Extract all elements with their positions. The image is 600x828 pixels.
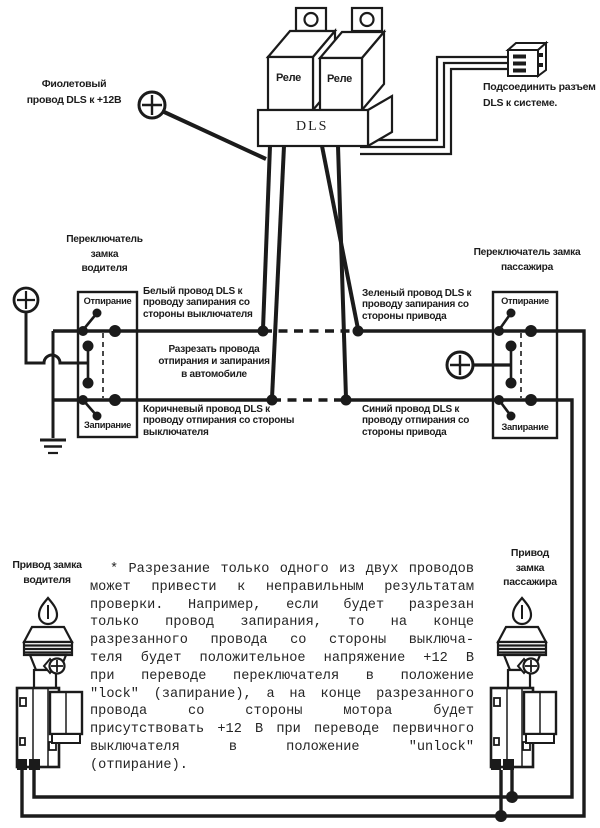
footnote-line: * Разрезание только одного из двух проводов bbox=[110, 562, 474, 577]
label-line: стороны привода bbox=[362, 310, 447, 322]
white-wire-label bbox=[143, 286, 253, 320]
dls-base-label: DLS bbox=[296, 119, 329, 134]
footnote-line: проверки. Например, если будет разрезан bbox=[90, 597, 474, 613]
label-line: проводу отпирания со стороны bbox=[143, 415, 295, 427]
label-line: Зеленый провод DLS к bbox=[362, 288, 472, 299]
violet-plus-terminal-icon bbox=[139, 92, 165, 118]
footnote-line: (отпирание). bbox=[90, 757, 188, 773]
passenger-unlock-label: Отпирание bbox=[501, 296, 549, 306]
label-line: замка bbox=[90, 248, 119, 260]
passenger-actuator-drawing bbox=[491, 598, 556, 770]
passenger-actuator-stubs bbox=[501, 770, 512, 816]
label-line: проводу запирания со bbox=[143, 297, 250, 309]
label-line: Переключатель замка bbox=[473, 247, 581, 258]
white-wire bbox=[263, 146, 270, 329]
label-line: Коричневый провод DLS к bbox=[143, 404, 270, 415]
footnote-line: провода со стороны мотора будет bbox=[90, 704, 474, 720]
passenger-switch-title bbox=[462, 246, 592, 275]
footnote-line: теля будет положительное напряжение +12 В bbox=[90, 650, 474, 666]
ground-icon bbox=[40, 331, 66, 453]
footnote-line: разрезанного провода со стороны выключа- bbox=[90, 633, 474, 649]
label-line: Фиолетовый bbox=[41, 78, 107, 90]
label-line: проводу отпирания со bbox=[362, 415, 470, 427]
relay2-label: Реле bbox=[327, 73, 352, 85]
label-line: замка bbox=[515, 561, 545, 574]
green-wire-label bbox=[362, 288, 471, 322]
label-line: пассажира bbox=[503, 576, 557, 588]
footnote-line: "lock" (запирание), а на конце разрезанного bbox=[90, 686, 474, 702]
relay-mounting-tab-icon bbox=[296, 8, 382, 31]
driver-lock-label: Запирание bbox=[84, 420, 131, 430]
footnote-line: только провод запирания, то на конце bbox=[90, 615, 474, 631]
white-wire-junction bbox=[258, 326, 269, 337]
violet-wire bbox=[162, 111, 266, 159]
label-line: Переключатель bbox=[66, 234, 143, 245]
label-line: в автомобиле bbox=[181, 368, 247, 380]
label-line: выключателя bbox=[143, 426, 209, 438]
footnote-line: выключателя в положение "unlock" bbox=[90, 739, 474, 755]
cut-wires-label bbox=[150, 344, 278, 381]
label-line: Синий провод DLS к bbox=[362, 404, 460, 415]
label-line: Подсоединить разъем bbox=[483, 81, 596, 93]
passenger-actuator-label bbox=[490, 546, 570, 590]
relay1-label: Реле bbox=[276, 72, 301, 84]
label-line: Привод bbox=[510, 547, 550, 559]
footnote-line: присутствовать +12 В при переводе первичного bbox=[90, 722, 474, 738]
label-line: Привод замка bbox=[12, 559, 82, 571]
green-wire-junction bbox=[353, 326, 364, 337]
connector-label bbox=[483, 80, 596, 111]
label-line: Разрезать провода bbox=[168, 344, 260, 355]
label-line: DLS к системе. bbox=[483, 96, 558, 109]
blue-wire-label bbox=[362, 404, 469, 438]
label-line: отпирания и запирания bbox=[158, 356, 270, 368]
footnote bbox=[90, 561, 474, 775]
blue-wire-junction bbox=[341, 395, 352, 406]
label-line: стороны привода bbox=[362, 426, 447, 438]
label-line: пассажира bbox=[500, 261, 554, 273]
footnote-line: может привести к неправильным результатам bbox=[90, 579, 474, 595]
label-line: провод DLS к +12В bbox=[26, 94, 122, 106]
label-line: стороны выключателя bbox=[143, 308, 253, 320]
label-line: водителя bbox=[23, 573, 71, 586]
driver-switch-title bbox=[52, 233, 157, 277]
driver-actuator-label bbox=[2, 558, 92, 587]
label-line: проводу запирания со bbox=[362, 299, 469, 311]
driver-actuator-drawing bbox=[17, 598, 82, 770]
brown-wire-label bbox=[143, 404, 294, 438]
passenger-lock-label: Запирание bbox=[501, 422, 549, 432]
footnote-line: при переводе переключателя в положение bbox=[90, 668, 474, 684]
driver-unlock-label: Отпирание bbox=[83, 296, 132, 306]
label-line: водителя bbox=[81, 263, 128, 274]
label-line: Белый провод DLS к bbox=[143, 286, 243, 297]
violet-wire-label bbox=[18, 76, 130, 108]
system-connector-icon bbox=[508, 43, 546, 76]
